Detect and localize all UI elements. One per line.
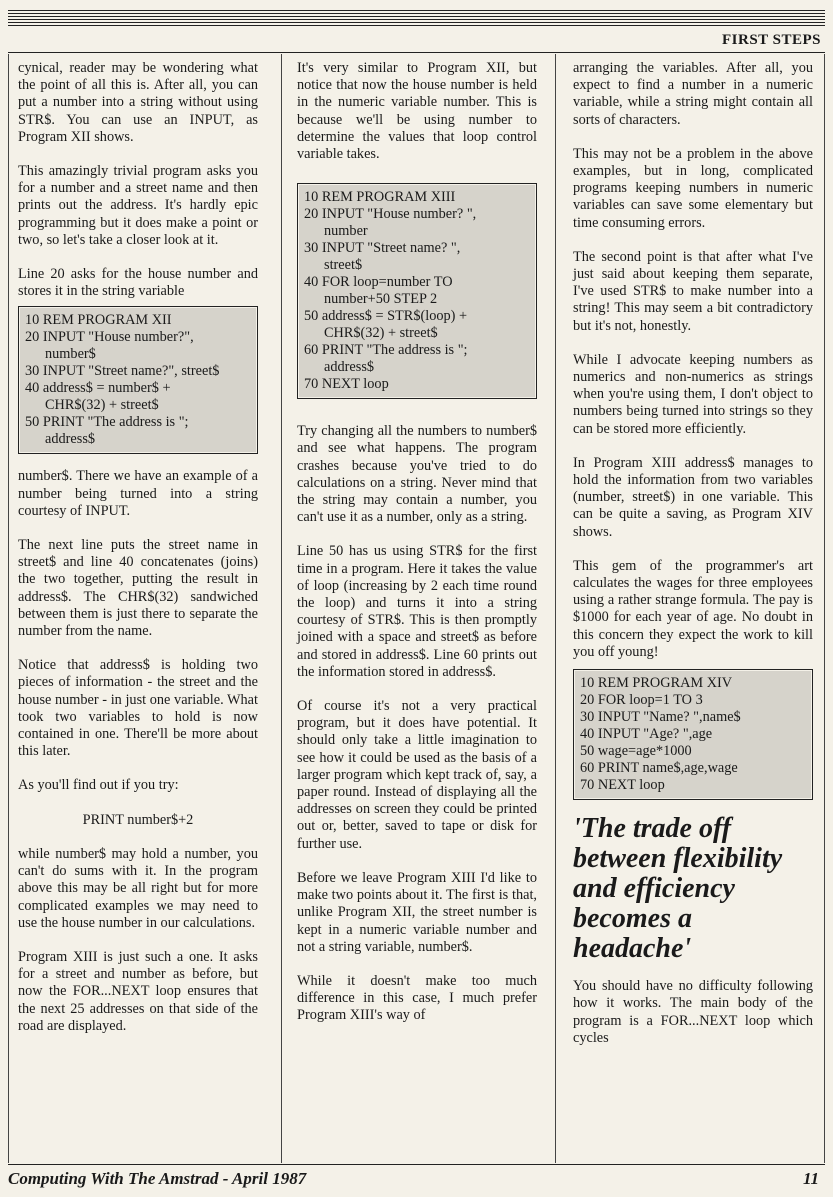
paragraph: This amazingly trivial program asks you for a number and a street name and then prints out the address. It's hardly epic programming but it does make a point or two, so let's take a closer look at it. (18, 163, 258, 248)
paragraph: It's very similar to Program XII, but notice that now the house number is held in the numeric variable number. This is because we'll be using number to determine the values that loop control variable takes. (297, 60, 537, 163)
paragraph: Line 50 has us using STR$ for the first time in a program. Here it takes the value of loop (increasing by 2 each time round the loop) and turns it into a string courtesy of STR$. This is then promptly joined with a space and street$ as before and stored in address$. Line 60 prints out the information stored in address$. (297, 543, 537, 680)
pull-quote: 'The trade off between flexibility and efficiency becomes a headache' (573, 813, 783, 965)
column-2 (297, 60, 537, 1042)
paragraph: Line 20 asks for the house number and stores it in the string variable (18, 266, 258, 300)
paragraph: Before we leave Program XIII I'd like to make two points about it. The first is that, unlike Program XII, the street number is kept in a numeric variable number and not a string variable, number$. (297, 869, 537, 955)
footer-divider (8, 1164, 825, 1165)
code-line: 40 address$ = number$ + (25, 380, 171, 397)
code-line: 50 address$ = STR$(loop) + (304, 308, 468, 325)
paragraph: While it doesn't make too much difference in this case, I much prefer Program XIII's way of (297, 972, 537, 1024)
section-title: FIRST STEPS (721, 32, 821, 48)
code-line: 20 FOR loop=1 TO 3 (580, 692, 703, 709)
code-line: number+50 STEP 2 (324, 291, 438, 308)
paragraph: number$. There we have an example of a number being turned into a string courtesy of INPUT. (18, 468, 258, 519)
code-line: 40 INPUT "Age? ",age (580, 726, 713, 743)
header-divider (8, 52, 825, 53)
paragraph: The second point is that after what I've just said about keeping them separate, I've used STR$ to make number into a string! This may seem a bit contradictory but it's not, honestly. (573, 248, 813, 334)
header-rule-lines (8, 10, 825, 28)
code-line: CHR$(32) + street$ (45, 397, 159, 414)
paragraph: Of course it's not a very practical program, but it does have potential. It should only take a little imagination to see how it could be used as the basis of a larger program which kept track of, say, a paper round. Instead of displaying all the addresses on screen they could be printed out or, better, saved to tape or disk for further use. (297, 698, 537, 852)
inline-code-example: PRINT number$+2 (82, 811, 194, 828)
code-listing-program-xiii (297, 183, 537, 399)
paragraph: Try changing all the numbers to number$ and see what happens. The program crashes because you've tried to do calculations on a string. Never mind that the string may contain a number, you can't use it as a number, only as a string. (297, 423, 537, 526)
paragraph: While I advocate keeping numbers as numerics and non-numerics as strings when you're using them, I don't object to numbers being turned into strings so they can be stored more efficiently. (573, 351, 813, 437)
column-1 (18, 60, 258, 1052)
code-line: number (324, 223, 368, 240)
code-line: CHR$(32) + street$ (324, 325, 438, 342)
paragraph: Program XIII is just such a one. It asks for a street and number as before, but now the FOR...NEXT loop ensures that the next 25 addresses on that side of the road are displayed. (18, 948, 258, 1034)
paragraph: cynical, reader may be wondering what the point of all this is. After all, you can put a number into a string without using STR$. You can use an INPUT, as Program XII shows. (18, 60, 258, 145)
code-line: address$ (45, 431, 96, 448)
paragraph: In Program XIII address$ manages to hold the information from two variables (number, street$) in one variable. This can be quite a saving, as Program XIV shows. (573, 454, 813, 540)
code-line: number$ (45, 346, 96, 363)
code-line: 70 NEXT loop (304, 376, 389, 393)
code-line: 70 NEXT loop (580, 777, 665, 794)
column-3 (573, 60, 813, 1064)
paragraph: The next line puts the street name in street$ and line 40 concatenates (joins) the two together, putting the result in address$. The CHR$(32) sandwiched between them is just there to separate the number from the name. (18, 537, 258, 640)
code-listing-program-xiv (573, 669, 813, 800)
paragraph: while number$ may hold a number, you can't do sums with it. In the program above this may be all right but for more complicated examples we may need to use the house number in our calculations. (18, 845, 258, 931)
code-line: 10 REM PROGRAM XIII (304, 189, 456, 206)
column-divider-1 (281, 54, 282, 1163)
paragraph: Notice that address$ is holding two pieces of information - the street and the house number - in just one variable. What took two variables to hold is now contained in one. There'll be more about this later. (18, 657, 258, 760)
code-line: 20 INPUT "House number? ", (304, 206, 477, 223)
code-listing-program-xii (18, 306, 258, 454)
page-number: 11 (802, 1169, 819, 1188)
paragraph: arranging the variables. After all, you expect to find a number in a numeric variable, while a string might contain all sorts of characters. (573, 60, 813, 128)
frame-right-rule (824, 54, 825, 1163)
paragraph: This may not be a problem in the above examples, but in long, complicated programs keeping numbers in numeric variables can save some elementary but time consuming errors. (573, 145, 813, 231)
code-line: 10 REM PROGRAM XIV (580, 675, 733, 692)
code-line: 60 PRINT name$,age,wage (580, 760, 738, 777)
paragraph: You should have no difficulty following how it works. The main body of the program is a FOR...NEXT loop which cycles (573, 978, 813, 1046)
code-line: 60 PRINT "The address is "; (304, 342, 468, 359)
code-line: 20 INPUT "House number?", (25, 329, 194, 346)
code-line: 50 PRINT "The address is "; (25, 414, 189, 431)
column-divider-2 (555, 54, 556, 1163)
code-line: street$ (324, 257, 363, 274)
code-line: 30 INPUT "Name? ",name$ (580, 709, 741, 726)
frame-left-rule (8, 54, 9, 1163)
code-line: address$ (324, 359, 375, 376)
code-line: 10 REM PROGRAM XII (25, 312, 172, 329)
code-line: 30 INPUT "Street name?", street$ (25, 363, 220, 380)
paragraph: This gem of the programmer's art calculates the wages for three employees using a rather strange formula. The pay is $1000 for each year of age. No doubt in this concern they expect the work to kill you off young! (573, 557, 813, 660)
publication-credit: Computing With The Amstrad - April 1987 (8, 1169, 307, 1188)
code-line: 30 INPUT "Street name? ", (304, 240, 461, 257)
code-line: 40 FOR loop=number TO (304, 274, 453, 291)
code-line: 50 wage=age*1000 (580, 743, 692, 760)
paragraph: As you'll find out if you try: (18, 777, 179, 794)
